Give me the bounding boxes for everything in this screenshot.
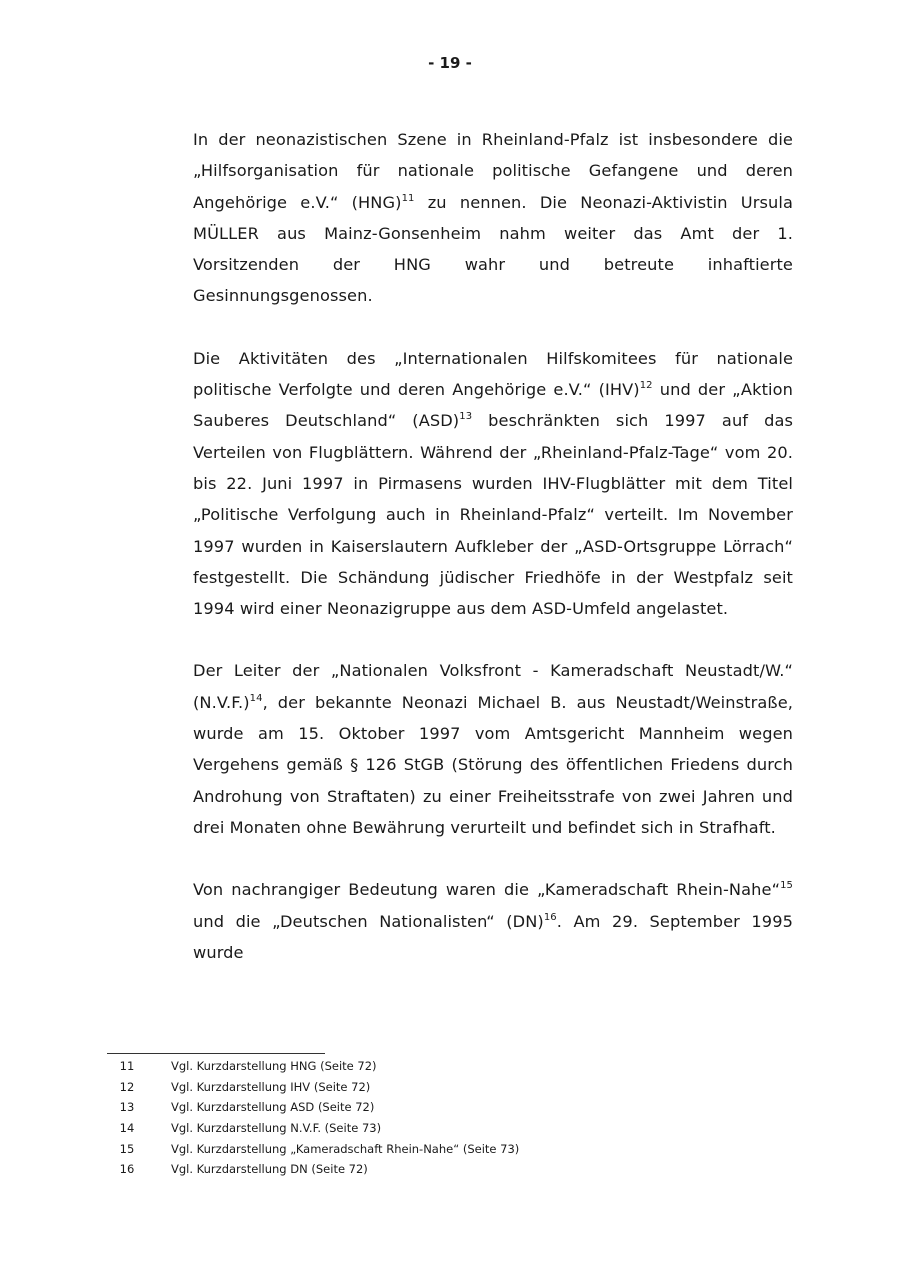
footnote-text: Vgl. Kurzdarstellung ASD (Seite 72) [171, 1100, 375, 1115]
paragraph [193, 343, 793, 625]
footnote-reference: 11 [401, 192, 415, 204]
footnote [107, 1159, 807, 1180]
paragraph [193, 124, 793, 312]
footnote [107, 1077, 807, 1098]
footnote-reference: 13 [459, 411, 473, 423]
footnotes [107, 1056, 807, 1180]
paragraph-text: beschränkten sich 1997 auf das Verteilen von Flugblättern. Während der „Rheinland-Pfalz-Tage“ vom 20. bis 22. Juni 1997 in Pirmasens wurden IHV-Flugblätter mit dem Titel „Politische Verfolgung auch in Rheinland-Pfalz“ verteilt. Im November 1997 wurden in Kaiserslautern Aufkleber der „ASD-Ortsgruppe Lörrach“ festgestellt. Die Schändung jüdischer Friedhöfe in der Westpfalz seit 1994 wird einer Neonazigruppe aus dem ASD-Umfeld angelastet. [193, 411, 793, 619]
footnote [107, 1139, 807, 1160]
footnote-separator [107, 1053, 325, 1054]
paragraph-text: Von nachrangiger Bedeutung waren die „Kameradschaft Rhein-Nahe“ [193, 880, 781, 900]
paragraph-text: Der Leiter der „Nationalen Volksfront - Kameradschaft Neustadt/W.“ (N.V.F.) [193, 661, 793, 712]
footnote-text: Vgl. Kurzdarstellung N.V.F. (Seite 73) [171, 1121, 382, 1136]
footnote-number: 12 [119, 1079, 135, 1094]
footnote-reference: 15 [780, 880, 793, 892]
footnote-text: Vgl. Kurzdarstellung IHV (Seite 72) [171, 1079, 371, 1094]
footnote-number: 15 [119, 1141, 135, 1156]
footnote-reference: 12 [639, 380, 653, 392]
footnote-text: Vgl. Kurzdarstellung HNG (Seite 72) [171, 1059, 377, 1073]
paragraph-text: und der „Aktion Sauberes Deutschland“ (ASD) [193, 380, 793, 431]
footnote-reference: 16 [543, 911, 557, 923]
footnote-reference: 14 [249, 692, 263, 704]
footnote-number: 13 [119, 1100, 135, 1115]
paragraph-text: , der bekannte Neonazi Michael B. aus Neustadt/Weinstraße, wurde am 15. Oktober 1997 vom Amtsgericht Mannheim wegen Vergehens gemäß § 126 StGB (Störung des öffentlichen Friedens durch Androhung von Straftaten) zu einer Freiheitsstrafe von zwei Jahren und drei Monaten ohne Bewährung verurteilt und befindet sich in Strafhaft. [193, 692, 793, 837]
paragraph-text: und die „Deutschen Nationalisten“ (DN) [193, 911, 544, 931]
paragraph [193, 655, 793, 843]
footnote-number: 14 [119, 1121, 135, 1136]
footnote-number: 16 [119, 1162, 135, 1177]
paragraph-text: In der neonazistischen Szene in Rheinland-Pfalz ist insbesondere die „Hilfsorganisation für nationale politische Gefangene und deren Angehörige e.V.“ (HNG) [193, 130, 793, 212]
paragraph-text: zu nennen. Die Neonazi-Aktivistin Ursula MÜLLER aus Mainz-Gonsenheim nahm weiter das Amt der 1. Vorsitzenden der HNG wahr und betreute inhaftierte Gesinnungsgenossen. [193, 192, 793, 306]
footnote [107, 1097, 807, 1118]
paragraph [193, 874, 793, 968]
footnote-text: Vgl. Kurzdarstellung „Kameradschaft Rhein-Nahe“ (Seite 73) [171, 1141, 520, 1156]
paragraph-text: Die Aktivitäten des „Internationalen Hilfskomitees für nationale politische Verfolgte und deren Angehörige e.V.“ (IHV) [193, 348, 793, 400]
paragraph-text: . Am 29. September 1995 wurde [193, 911, 793, 962]
body-text [193, 124, 793, 999]
footnote-text: Vgl. Kurzdarstellung DN (Seite 72) [171, 1162, 368, 1177]
footnote-number: 11 [119, 1059, 135, 1073]
footnote [107, 1118, 807, 1139]
page-number: - 19 - [428, 54, 472, 72]
footnote [107, 1056, 807, 1077]
